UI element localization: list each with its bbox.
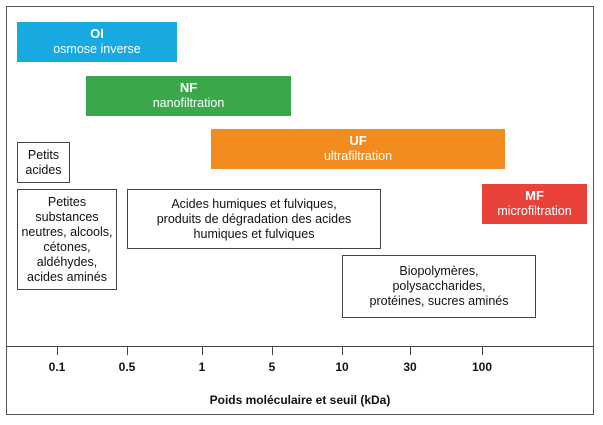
bar-nf-abbr: NF [179,80,198,96]
box-petites-substances: Petites substances neutres, alcools, cétones, aldéhydes, acides aminés [17,189,117,290]
x-tick-label: 0.5 [118,360,136,374]
x-tick [482,346,483,355]
x-tick [57,346,58,355]
x-tick [127,346,128,355]
bar-uf-label: ultrafiltration [323,149,393,164]
box-petits-acides: Petits acides [17,142,70,183]
x-tick-label: 100 [471,360,493,374]
bar-nf-label: nanofiltration [152,96,225,111]
x-tick [410,346,411,355]
bar-mf [482,184,587,224]
x-tick-label: 1 [198,360,206,374]
bar-nf [86,76,291,116]
box-biopolymeres: Biopolymères, polysaccharides, protéines, sucres aminés [342,255,536,318]
bar-oi-label: osmose inverse [53,42,141,57]
x-tick-label: 0.1 [48,360,66,374]
bar-mf-label: microfiltration [497,204,572,219]
x-tick [202,346,203,355]
x-tick-label: 10 [335,360,349,374]
x-tick [342,346,343,355]
bar-oi-abbr: OI [90,26,104,42]
x-axis-title: Poids moléculaire et seuil (kDa) [209,393,391,407]
box-acides-humiques: Acides humiques et fulviques, produits de dégradation des acides humiques et fulviques [127,189,381,249]
x-tick-label: 5 [268,360,276,374]
bar-mf-abbr: MF [525,188,544,204]
bar-uf [211,129,505,169]
x-tick-label: 30 [403,360,417,374]
x-axis-line [6,346,594,347]
bar-uf-abbr: UF [349,133,367,149]
bar-oi [17,22,177,62]
x-tick [272,346,273,355]
